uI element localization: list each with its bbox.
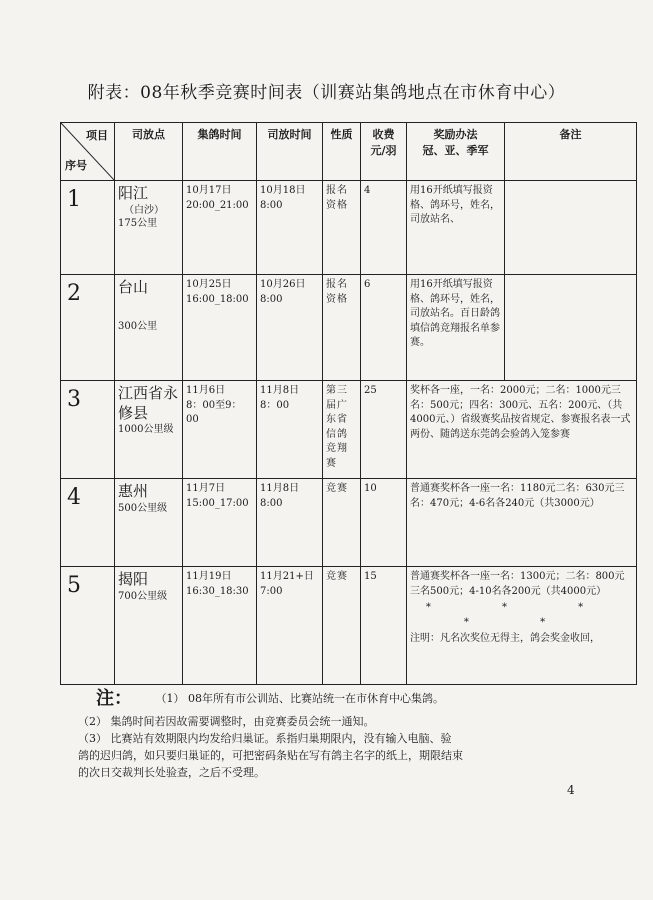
table-row: [61, 567, 637, 685]
row-number: 4: [61, 479, 115, 567]
fee-cell: 10: [361, 479, 407, 567]
release-date: 11月21+日: [260, 571, 314, 582]
place-name: 台山: [118, 278, 149, 296]
gather-date: 11月6日: [186, 385, 226, 396]
reward-text: 普通赛奖杯各一座一名：1300元；二名：800元三名500元；4-10名各200元（共4000元）: [410, 571, 625, 597]
reward-cell: 奖杯各一座，一名：2000元；二名：1000元三名：500元；四名：300元、五名：200元、（共4000元、）省级赛奖品按省规定、参赛报名表一式两份、随鸽送东莞鸽会验鸽入笼参赛: [407, 381, 637, 479]
release-point-cell: [115, 381, 183, 479]
place-name: 惠州: [118, 482, 149, 500]
fee-cell: 25: [361, 381, 407, 479]
gather-hours: 16:30_18:30: [186, 585, 249, 597]
gather-hours: 15:00_17:00: [186, 497, 249, 509]
header-reward: [407, 123, 505, 181]
release-hours: 8：00: [260, 399, 290, 411]
note-3-line-a: （3） 比赛站有效期限内均发给归巢证。系指归巢期限内，没有输入电脑、验: [78, 731, 452, 745]
reward-note: 注明：凡名次奖位无得主，鸽会奖金收回，: [410, 633, 600, 644]
header-reward-line2: 冠、亚、季军: [422, 143, 489, 157]
header-item-seq: [61, 123, 115, 181]
header-fee-line2: 元/羽: [370, 143, 397, 157]
header-row: [61, 123, 637, 181]
release-time-cell: [257, 181, 323, 275]
place-sub: （白沙）: [124, 204, 164, 216]
header-reward-line1: 奖励办法: [433, 128, 478, 141]
release-point-cell: [115, 567, 183, 685]
header-release-time: 司放时间: [257, 123, 323, 181]
nature-cell: 报名资格: [323, 181, 361, 275]
schedule-table: [60, 122, 637, 685]
fee-cell: 15: [361, 567, 407, 685]
header-nature: 性质: [323, 123, 361, 181]
release-date: 10月26日: [260, 279, 306, 290]
fee-cell: 6: [361, 275, 407, 381]
page-number: 4: [567, 783, 575, 797]
row-number: 1: [61, 181, 115, 275]
release-point-cell: [115, 275, 183, 381]
gather-time-cell: [183, 181, 257, 275]
distance: 500公里级: [118, 502, 168, 514]
gather-time-cell: [183, 479, 257, 567]
table-row: [61, 275, 637, 381]
notes-section: [78, 685, 616, 781]
reward-stars: * * * * *: [425, 602, 618, 628]
release-date: 11月8日: [260, 483, 300, 494]
gather-hours: 20:00_21:00: [186, 199, 249, 211]
nature-cell: 报名资格: [323, 275, 361, 381]
place-name: 揭阳: [118, 570, 149, 588]
page-title: 附表：08年秋季竞赛时间表（训赛站集鸽地点在市休育中心）: [87, 83, 566, 103]
header-fee: [361, 123, 407, 181]
gather-date: 10月25日: [186, 279, 232, 290]
distance: 700公里级: [118, 590, 168, 602]
distance: 175公里: [118, 217, 158, 229]
place-name: 阳江: [118, 184, 149, 202]
release-hours: 8:00: [260, 199, 283, 211]
gather-date: 10月17日: [186, 185, 232, 196]
release-time-cell: [257, 567, 323, 685]
row-number: 5: [61, 567, 115, 685]
row-number: 3: [61, 381, 115, 479]
gather-time-cell: [183, 275, 257, 381]
table-row: [61, 181, 637, 275]
release-hours: 8:00: [260, 497, 283, 509]
remark-cell: [505, 275, 637, 381]
place-name: 江西省永修县: [118, 384, 179, 422]
remark-cell: [505, 181, 637, 275]
notes-label: 注：: [96, 688, 132, 709]
release-point-cell: [115, 181, 183, 275]
note-3-line-c: 的次日交裁判长处验查，之后不受理。: [78, 766, 265, 780]
row-number: 2: [61, 275, 115, 381]
note-3-line-b: 鸽的迟归鸽，如只要归巢证的，可把密码条贴在写有鸽主名字的纸上，期限结束: [78, 748, 463, 762]
header-remarks: 备注: [505, 123, 637, 181]
gather-hours: 8：00至9：00: [186, 399, 242, 425]
release-date: 11月8日: [260, 385, 300, 396]
note-1-line: [96, 685, 616, 713]
release-time-cell: [257, 275, 323, 381]
note-2: （2） 集鸽时间若因故需要调整时，由竞赛委员会统一通知。: [78, 714, 375, 728]
release-date: 10月18日: [260, 185, 306, 196]
nature-cell: 竞赛: [323, 479, 361, 567]
table-row: [61, 479, 637, 567]
gather-time-cell: [183, 381, 257, 479]
fee-cell: 4: [361, 181, 407, 275]
gather-hours: 16:00_18:00: [186, 293, 249, 305]
release-point-cell: [115, 479, 183, 567]
header-item: 项目: [86, 129, 108, 142]
gather-date: 11月7日: [186, 483, 226, 494]
release-time-cell: [257, 381, 323, 479]
header-release-point: 司放点: [115, 123, 183, 181]
nature-cell: 第三届广东省信鸽竞翔赛: [323, 381, 361, 479]
header-fee-line1: 收费: [372, 128, 395, 141]
reward-cell: 用16开纸填写报资格、鸽环号，姓名，司放站名、: [407, 181, 505, 275]
release-hours: 7:00: [260, 585, 283, 597]
nature-cell: 竞赛: [323, 567, 361, 685]
release-time-cell: [257, 479, 323, 567]
gather-date: 11月19日: [186, 571, 232, 582]
release-hours: 8:00: [260, 293, 283, 305]
header-seq: 序号: [65, 159, 87, 173]
table-row: [61, 381, 637, 479]
distance: 300公里: [118, 320, 158, 332]
gather-time-cell: [183, 567, 257, 685]
reward-cell: [407, 567, 637, 685]
reward-cell: 用16开纸填写报资格、鸽环号，姓名，司放站名。百日龄鸽填信鸽竞翔报名单参赛。: [407, 275, 505, 381]
note-1: （1） 08年所有市公训站、比赛站统一在市休育中心集鸽。: [155, 692, 444, 705]
distance: 1000公里级: [118, 424, 174, 435]
reward-cell: 普通赛奖杯各一座一名：1180元二名：630元三名：470元；4-6名各240元（共3000元）: [407, 479, 637, 567]
header-gather-time: 集鸽时间: [183, 123, 257, 181]
